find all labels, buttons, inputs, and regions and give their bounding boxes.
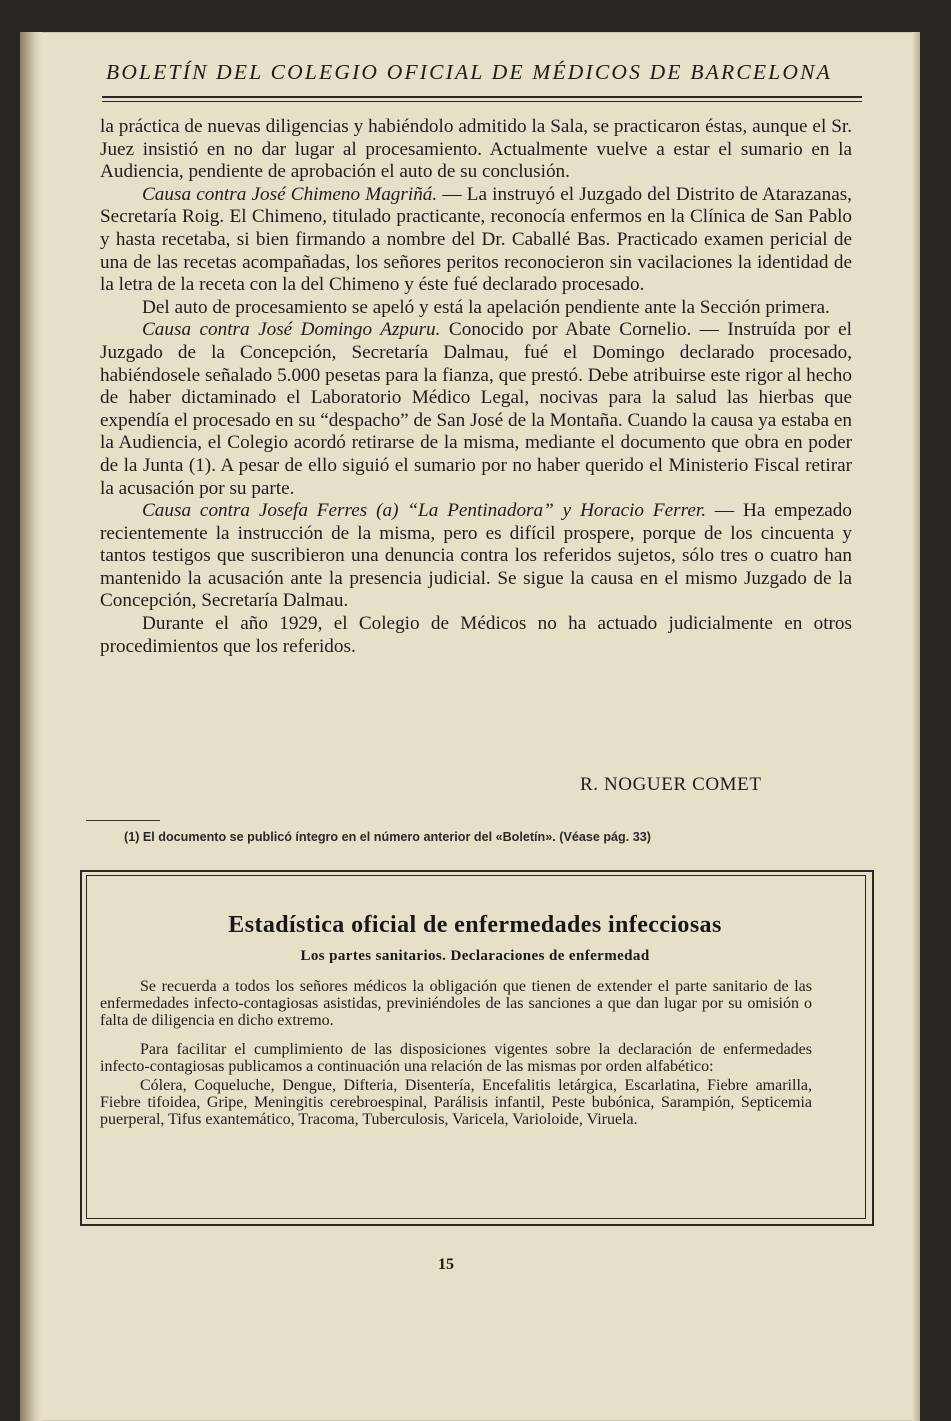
header-rule-thin (102, 101, 862, 102)
notice-title: Estadística oficial de enfermedades infecciosas (228, 912, 722, 938)
case-text: — La instruyó el Juzgado del Distrito de Atarazanas, Secretaría Roig. El Chimeno, titulado practicante, reconocía enfermos en la Clínica de San Pablo y hasta recetaba, si bien firmando a nombre del Dr. Caballé Bas. Practicado examen pericial de una de las recetas acompañadas, los señores peritos reconocieron sin vacilaciones la identidad de la letra de la receta con la del Chimeno y éste fué declarado procesado. (100, 183, 852, 296)
author-signature: R. NOGUER COMET (580, 774, 762, 795)
footnote: (1) El documento se publicó íntegro en el número anterior del «Boletín». (Véase pág. 33) (124, 830, 651, 844)
header-rule-thick (102, 96, 862, 98)
article-paragraph: Durante el año 1929, el Colegio de Médicos no ha actuado judicialmente en otros procedimientos que los referidos. (100, 613, 852, 657)
binding-gutter (20, 32, 42, 1421)
case-title: Causa contra José Domingo Azpuru. (142, 319, 441, 341)
page-edge (912, 32, 920, 1421)
running-header: BOLETÍN DEL COLEGIO OFICIAL DE MÉDICOS DE BARCELONA (106, 60, 832, 84)
article-paragraph (100, 319, 852, 500)
case-title: Causa contra José Chimeno Magriñá. (142, 183, 438, 205)
article-paragraph (100, 184, 852, 297)
disease-list: Cólera, Coqueluche, Dengue, Difteria, Disentería, Encefalitis letárgica, Escarlatina, Fiebre amarilla, Fiebre tifoidea, Gripe, Meningitis cerebroespinal, Parálisis infantil, Peste bubónica, Sarampión, Septicemia puerperal, Tifus exantemático, Tracoma, Tuberculosis, Varicela, Varioloide, Viruela. (100, 1077, 812, 1128)
article-body (100, 116, 852, 658)
article-paragraph (100, 500, 852, 613)
notice-body (100, 978, 812, 1128)
case-title: Causa contra Josefa Ferres (a) “La Pentinadora” y Horacio Ferrer. (142, 500, 707, 522)
article-paragraph: la práctica de nuevas diligencias y habiéndolo admitido la Sala, se practicaron éstas, aunque el Sr. Juez insistió en no dar lugar al procesamiento. Actualmente vuelve a estar el sumario en la Audiencia, pendiente de aprobación el auto de su conclusión. (100, 116, 852, 183)
footnote-rule (86, 820, 160, 821)
notice-paragraph: Se recuerda a todos los señores médicos la obligación que tienen de extender el parte sanitario de las enfermedades infecto-contagiosas asistidas, previniéndoles de las sanciones a que dan lugar por su omisión o falta de diligencia en dicho extremo. (100, 978, 812, 1029)
notice-paragraph: Para facilitar el cumplimiento de las disposiciones vigentes sobre la declaración de enfermedades infecto-contagiosas publicamos a continuación una relación de las mismas por orden alfabético: (100, 1041, 812, 1075)
article-paragraph: Del auto de procesamiento se apeló y está la apelación pendiente ante la Sección primera. (142, 296, 830, 318)
case-text: Conocido por Abate Cornelio. — Instruída por el Juzgado de la Concepción, Secretaría Dalmau, fué el Domingo declarado procesado, habiéndosele señalado 5.000 pesetas para la fianza, que prestó. Debe atribuirse este rigor al hecho de haber dictaminado el Laboratorio Médico Legal, nocivas para la salud las hierbas que expendía el procesado en su “despacho” de San José de la Montaña. Cuando la causa ya estaba en la Audiencia, el Colegio acordó retirarse de la misma, mediante el documento que obra en poder de la Junta (1). A pesar de ello siguió el sumario por no haber querido el Ministerio Fiscal retirar la acusación por su parte. (100, 319, 852, 499)
notice-subtitle: Los partes sanitarios. Declaraciones de enfermedad (300, 948, 650, 964)
case-text: — Ha empezado recientemente la instrucción de la misma, pero es difícil prospere, porque de los cincuenta y tantos testigos que suscribieron una denuncia contra los referidos sujetos, sólo tres o cuatro han mantenido la acusación ante la presencia judicial. Se sigue la causa en el mismo Juzgado de la Concepción, Secretaría Dalmau. (100, 500, 852, 612)
page-sheet (20, 32, 920, 1421)
page-number: 15 (438, 1256, 454, 1273)
